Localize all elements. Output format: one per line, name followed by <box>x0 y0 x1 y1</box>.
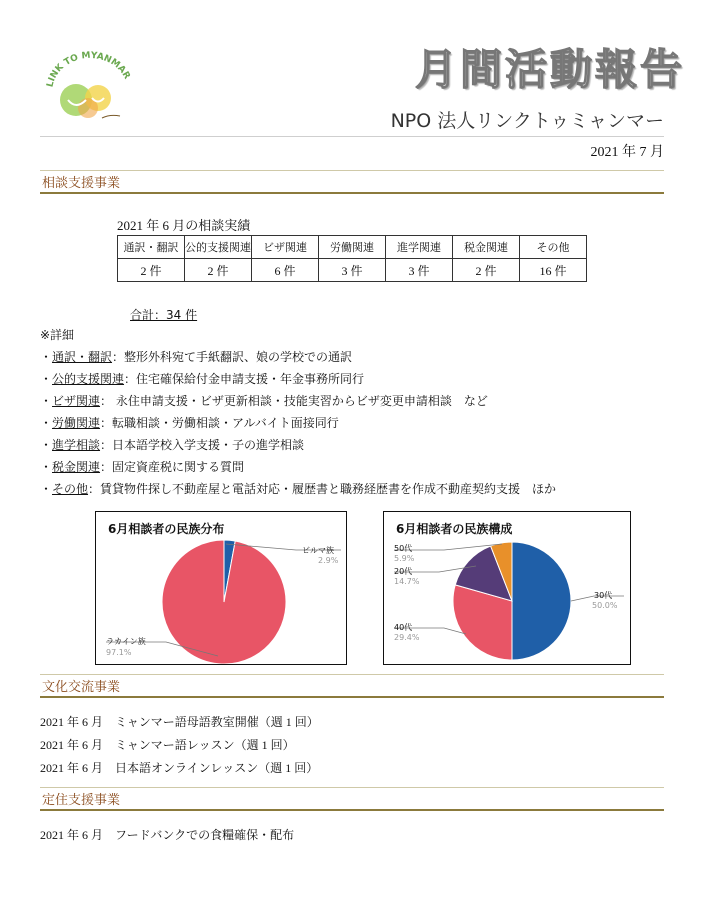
detail-item: ・通訳・翻訳：整形外科宛て手紙翻訳、娘の学校での通訳 <box>40 350 353 364</box>
list-item: 2021 年 6 月 フードバンクでの食糧確保・配布 <box>40 828 295 842</box>
detail-text: ：固定資産税に関する質問 <box>100 460 245 474</box>
header-divider <box>40 136 664 137</box>
section-rule <box>40 170 664 171</box>
list-item: 2021 年 6 月 ミャンマー語母語教室開催（週 1 回） <box>40 715 319 729</box>
detail-category: その他 <box>52 482 89 496</box>
section-rule <box>40 787 664 788</box>
list-item: 2021 年 6 月 ミャンマー語レッスン（週 1 回） <box>40 738 295 752</box>
settlement-section-header <box>40 789 664 811</box>
pie-slice <box>512 542 571 660</box>
detail-category: ビザ関連 <box>52 394 101 408</box>
report-title: 月間活動報告 <box>415 45 686 94</box>
chart-title: 6月相談者の民族構成 <box>396 522 513 536</box>
slice-label: ビルマ族 <box>302 546 334 555</box>
detail-text: ：整形外科宛て手紙翻訳、娘の学校での通訳 <box>112 350 353 364</box>
detail-item: ・労働関連：転職相談・労働相談・アルバイト面接同行 <box>40 416 339 430</box>
slice-percent: 5.9% <box>394 554 415 563</box>
table-header-cell: ビザ関連 <box>252 236 319 259</box>
table-header-cell: 公的支援関連 <box>185 236 252 259</box>
detail-category: 労働関連 <box>52 416 101 430</box>
logo-text: LINK TO MYANMAR <box>45 50 132 89</box>
consultation-section-header <box>40 172 664 194</box>
detail-item: ・公的支援関連：住宅確保給付金申請支援・年金事務所同行 <box>40 372 365 386</box>
consultation-table <box>117 235 587 282</box>
slice-percent: 50.0% <box>592 601 618 610</box>
svg-text:LINK TO MYANMAR <box>45 51 131 88</box>
table-cell: 2 件 <box>185 259 252 282</box>
table-header-cell: その他 <box>520 236 587 259</box>
details-heading: ※詳細 <box>40 328 75 342</box>
slice-percent: 29.4% <box>394 633 420 642</box>
table-header-row <box>118 236 587 259</box>
slice-percent: 14.7% <box>394 577 420 586</box>
table-cell: 16 件 <box>520 259 587 282</box>
slice-label: 30代 <box>594 591 613 600</box>
detail-text: ： 永住申請支援・ビザ更新相談・技能実習からビザ変更申請相談 など <box>100 394 488 408</box>
report-date: 2021 年 7 月 <box>590 145 664 160</box>
detail-category: 通訳・翻訳 <box>52 350 113 364</box>
organization-logo <box>40 48 140 128</box>
culture-section-header <box>40 676 664 698</box>
slice-percent: 97.1% <box>106 648 132 657</box>
table-header-cell: 進学関連 <box>386 236 453 259</box>
section-title: 文化交流事業 <box>42 680 121 695</box>
slice-percent: 2.9% <box>318 556 339 565</box>
section-rule <box>40 674 664 675</box>
list-item: 2021 年 6 月 日本語オンラインレッスン（週 1 回） <box>40 761 319 775</box>
detail-category: 進学相談 <box>52 438 101 452</box>
section-title: 定住支援事業 <box>42 793 121 808</box>
detail-text: ：日本語学校入学支援・子の進学相談 <box>100 438 305 452</box>
table-cell: 6 件 <box>252 259 319 282</box>
chart-title: 6月相談者の民族分布 <box>108 522 225 536</box>
pie-slice <box>162 540 286 664</box>
table-cell: 2 件 <box>118 259 185 282</box>
slice-label: 50代 <box>394 544 413 553</box>
detail-text: ：住宅確保給付金申請支援・年金事務所同行 <box>124 372 365 386</box>
slice-label: ラカイン族 <box>106 637 146 646</box>
ethnicity-pie-chart <box>95 511 347 665</box>
consultation-total: 合計：34 件 <box>130 308 198 322</box>
section-title: 相談支援事業 <box>42 176 121 191</box>
detail-category: 税金関連 <box>52 460 101 474</box>
detail-item: ・税金関連：固定資産税に関する質問 <box>40 460 245 474</box>
table-caption: 2021 年 6 月の相談実績 <box>117 218 251 233</box>
table-cell: 3 件 <box>386 259 453 282</box>
slice-label: 40代 <box>394 623 413 632</box>
table-row <box>118 259 587 282</box>
detail-item: ・進学相談：日本語学校入学支援・子の進学相談 <box>40 438 305 452</box>
slice-label: 20代 <box>394 567 413 576</box>
table-header-cell: 税金関連 <box>453 236 520 259</box>
table-header-cell: 労働関連 <box>319 236 386 259</box>
table-cell: 3 件 <box>319 259 386 282</box>
table-cell: 2 件 <box>453 259 520 282</box>
age-pie-chart <box>383 511 631 665</box>
detail-item: ・その他：賃貸物件探し不動産屋と電話対応・履歴書と職務経歴書を作成不動産契約支援 ほか <box>40 482 557 496</box>
detail-category: 公的支援関連 <box>52 372 125 386</box>
table-header-cell: 通訳・翻訳 <box>118 236 185 259</box>
detail-text: ：転職相談・労働相談・アルバイト面接同行 <box>100 416 339 430</box>
pie-chart-svg <box>384 512 630 664</box>
organization-name: NPO 法人リンクトゥミャンマー <box>390 110 664 132</box>
detail-item: ・ビザ関連： 永住申請支援・ビザ更新相談・技能実習からビザ変更申請相談 など <box>40 394 488 408</box>
detail-text: ：賃貸物件探し不動産屋と電話対応・履歴書と職務経歴書を作成不動産契約支援 ほか <box>88 482 557 496</box>
